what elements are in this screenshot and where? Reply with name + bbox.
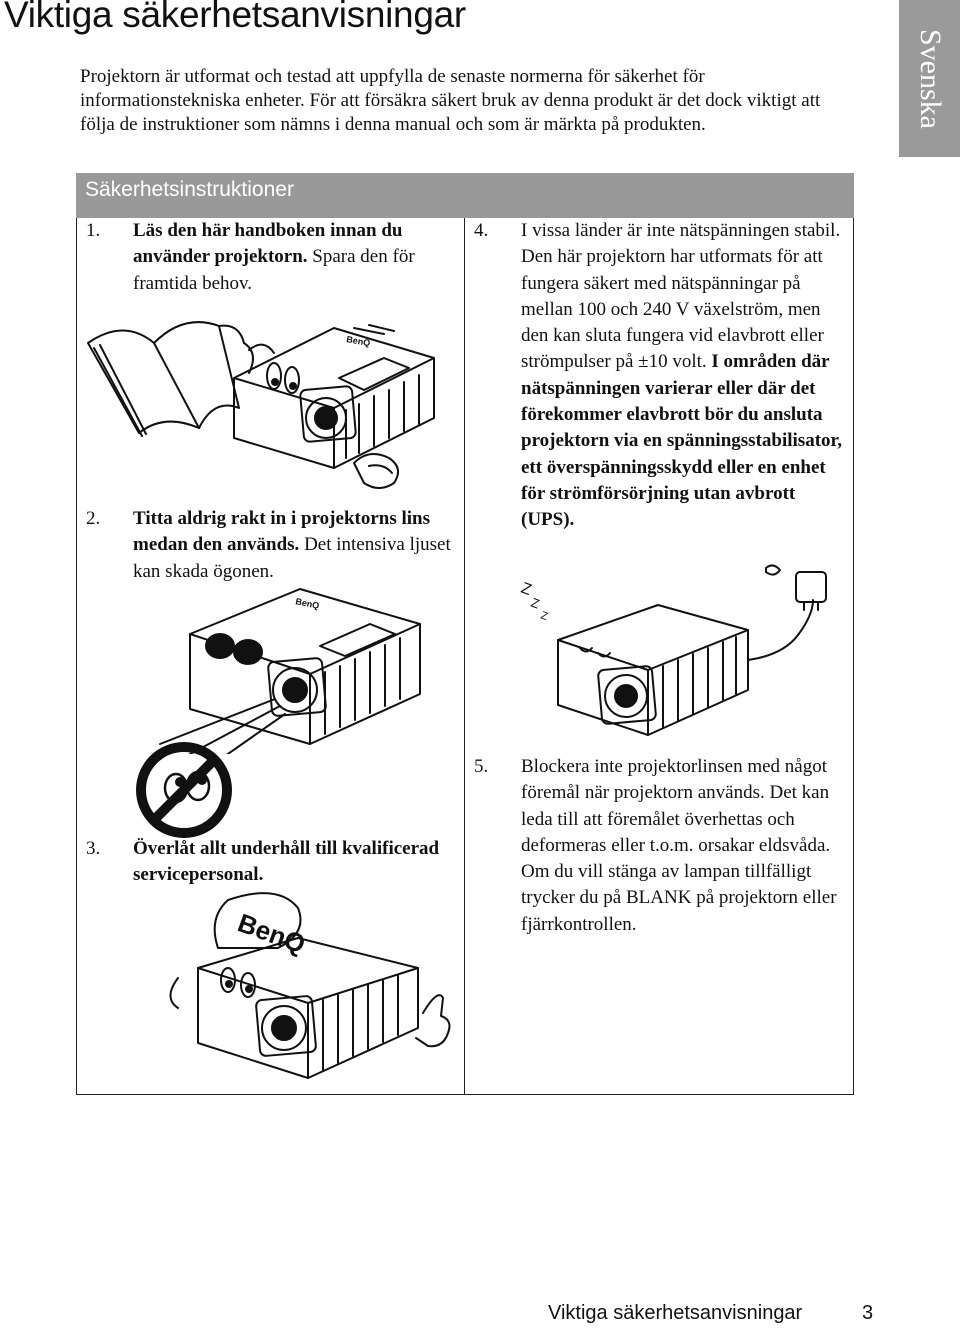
item-text: på projektorn eller fjärrkontrollen. <box>521 887 837 935</box>
page-number: 3 <box>862 1302 874 1324</box>
book-icon <box>88 322 253 436</box>
intro-paragraph: Projektorn är utformat och testad att uppfylla de senaste normerna för säkerhet för informationstekniska enheter. För att försäkra säkert bruk av denna produkt är det dock viktigt att följa de instruktioner som nämns i denna manual och som är märkta på produkten. <box>80 66 821 135</box>
column-divider <box>464 218 465 1094</box>
projector-with-cap-illustration <box>158 888 458 1088</box>
item-number: 4. <box>474 220 489 241</box>
item-number: 5. <box>474 756 489 777</box>
section-heading: Säkerhetsinstruktioner <box>85 178 294 201</box>
item-number: 3. <box>86 838 101 859</box>
projector-with-power-plug-illustration <box>508 560 848 750</box>
item-number: 1. <box>86 220 101 241</box>
item-number: 2. <box>86 508 101 529</box>
brand-logo: BenQ <box>345 334 372 349</box>
svg-text:Z: Z <box>538 609 550 624</box>
item-bold-text: Läs den här handboken innan du använder projektorn. <box>133 220 403 268</box>
svg-text:Z: Z <box>518 579 534 600</box>
item-bold-text: Titta aldrig rakt in i projektorns lins medan den används. <box>133 508 430 556</box>
footer-title: Viktiga säkerhetsanvisningar <box>548 1302 803 1324</box>
no-looking-sign-icon <box>134 740 234 840</box>
brand-logo: BenQ <box>294 596 321 611</box>
projector-with-manual-illustration <box>84 298 454 498</box>
item-text: Det intensiva ljuset kan skada ögonen. <box>133 534 451 582</box>
language-tab-label: Svenska <box>913 28 947 129</box>
item-bold-text: I områden där nätspänningen varierar eller där det förekommer elavbrott bör du ansluta projektorn via en spänningsstabilisator, ett överspänningsskydd eller en enhet för strömförsörjning utan avbrott (UPS). <box>521 351 842 531</box>
blank-key-label: BLANK <box>625 887 692 909</box>
projector-with-sunglasses-illustration <box>130 584 450 754</box>
section-heading-bar <box>76 173 854 218</box>
language-tab <box>899 0 960 157</box>
cap-brand-logo: BenQ <box>233 907 310 960</box>
item-bold-text: Överlåt allt underhåll till kvalificerad servicepersonal. <box>133 838 440 886</box>
item-text: I vissa länder är inte nätspänningen stabil. Den här projektorn har utformats för att fungera säkert med nätspänningar på mellan 100 och 240 V växelström, men den kan sluta fungera vid elavbrott eller strömpulser på ±10 volt. <box>521 220 841 373</box>
item-text: Spara den för framtida behov. <box>133 246 415 294</box>
page-title: Viktiga säkerhetsanvisningar <box>4 0 466 35</box>
projector-icon <box>234 325 434 468</box>
svg-text:Z: Z <box>528 594 542 612</box>
item-text: Blockera inte projektorlinsen med något föremål när projektorn används. Det kan leda till att föremålet överhettas och deformeras eller t.o.m. orsakar eldsvåda. Om du vill stänga av lampan tillfälligt trycker du på <box>521 756 831 909</box>
